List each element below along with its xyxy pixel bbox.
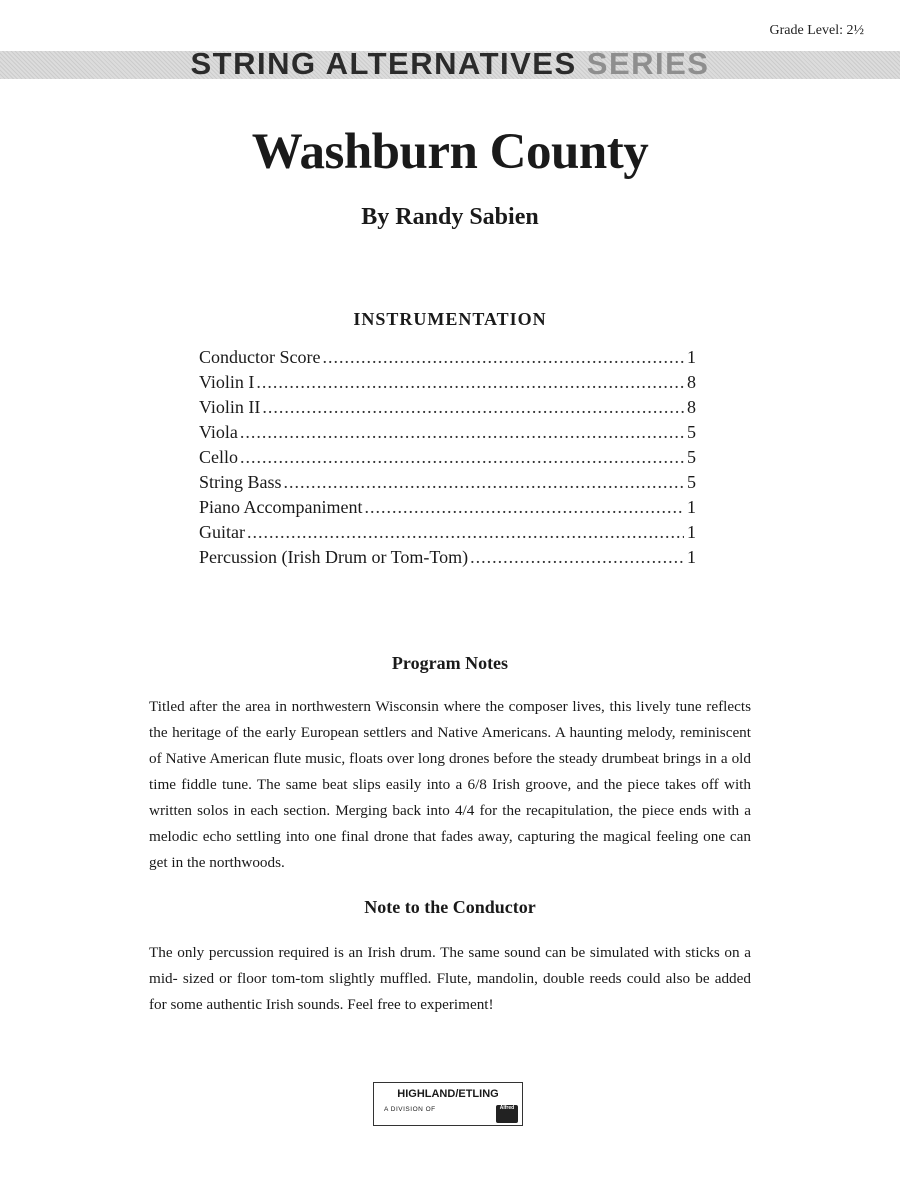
publisher-name: HIGHLAND/ETLING <box>397 1088 499 1100</box>
instrument-name: Viola <box>199 422 238 442</box>
series-banner-title <box>0 47 900 81</box>
list-item <box>199 395 696 420</box>
dot-leader <box>247 520 684 545</box>
instrumentation-heading: INSTRUMENTATION <box>353 309 547 329</box>
publisher-division: A DIVISION OF <box>384 1106 436 1113</box>
instrument-name: Violin II <box>199 397 261 417</box>
part-count: 1 <box>687 547 696 567</box>
instrument-name: Guitar <box>199 522 245 542</box>
list-item <box>199 495 696 520</box>
dot-leader <box>256 370 684 395</box>
dot-leader <box>364 495 684 520</box>
program-notes-text: Titled after the area in northwestern Wisconsin where the composer lives, this lively tune reflects the heritage of the early European settlers and Native Americans. A haunting melody, reminiscent of Native American flute music, floats over long drones before the steady drumbeat brings in a old time fiddle tune. The same beat slips easily into a 6/8 Irish groove, and the piece takes off with written solos in each section. Merging back into 4/4 for the recapitulation, the piece ends with a melodic echo settling into one final drone that fades away, capturing the magical feeling one can get in the northwoods. <box>149 698 751 871</box>
list-item <box>199 420 696 445</box>
series-suffix: SERIES <box>586 46 710 81</box>
part-count: 1 <box>687 347 696 367</box>
instrument-name: Violin I <box>199 372 255 392</box>
publisher-logo <box>373 1082 523 1126</box>
instrument-name: Percussion (Irish Drum or Tom-Tom) <box>199 547 469 567</box>
part-count: 1 <box>687 497 696 517</box>
dot-leader <box>470 545 684 570</box>
part-count: 5 <box>687 422 696 442</box>
composer-byline: By Randy Sabien <box>361 204 539 230</box>
series-name: STRING ALTERNATIVES <box>190 46 577 81</box>
conductor-note-heading: Note to the Conductor <box>364 897 536 917</box>
alfred-logo-icon: Alfred <box>496 1105 518 1123</box>
part-count: 1 <box>687 522 696 542</box>
dot-leader <box>240 445 684 470</box>
dot-leader <box>262 395 684 420</box>
program-notes-heading: Program Notes <box>391 653 509 673</box>
list-item <box>199 520 696 545</box>
grade-level: Grade Level: 2½ <box>769 23 864 38</box>
dot-leader <box>284 470 684 495</box>
part-count: 5 <box>687 472 696 492</box>
list-item <box>199 545 696 570</box>
list-item <box>199 470 696 495</box>
dot-leader <box>240 420 684 445</box>
conductor-note-text: The only percussion required is an Irish drum. The same sound can be simulated with sticks on a mid- sized or floor tom-tom slightly muffled. Flute, mandolin, double reeds could also be added for some authentic Irish sounds. Feel free to experiment! <box>149 944 751 1013</box>
instrumentation-list <box>199 345 696 570</box>
list-item <box>199 345 696 370</box>
instrument-name: Piano Accompaniment <box>199 497 363 517</box>
list-item <box>199 370 696 395</box>
list-item <box>199 445 696 470</box>
page-title: Washburn County <box>251 124 649 180</box>
part-count: 8 <box>687 372 696 392</box>
instrument-name: String Bass <box>199 472 282 492</box>
part-count: 8 <box>687 397 696 417</box>
instrument-name: Cello <box>199 447 238 467</box>
dot-leader <box>322 345 684 370</box>
part-count: 5 <box>687 447 696 467</box>
instrument-name: Conductor Score <box>199 347 321 367</box>
